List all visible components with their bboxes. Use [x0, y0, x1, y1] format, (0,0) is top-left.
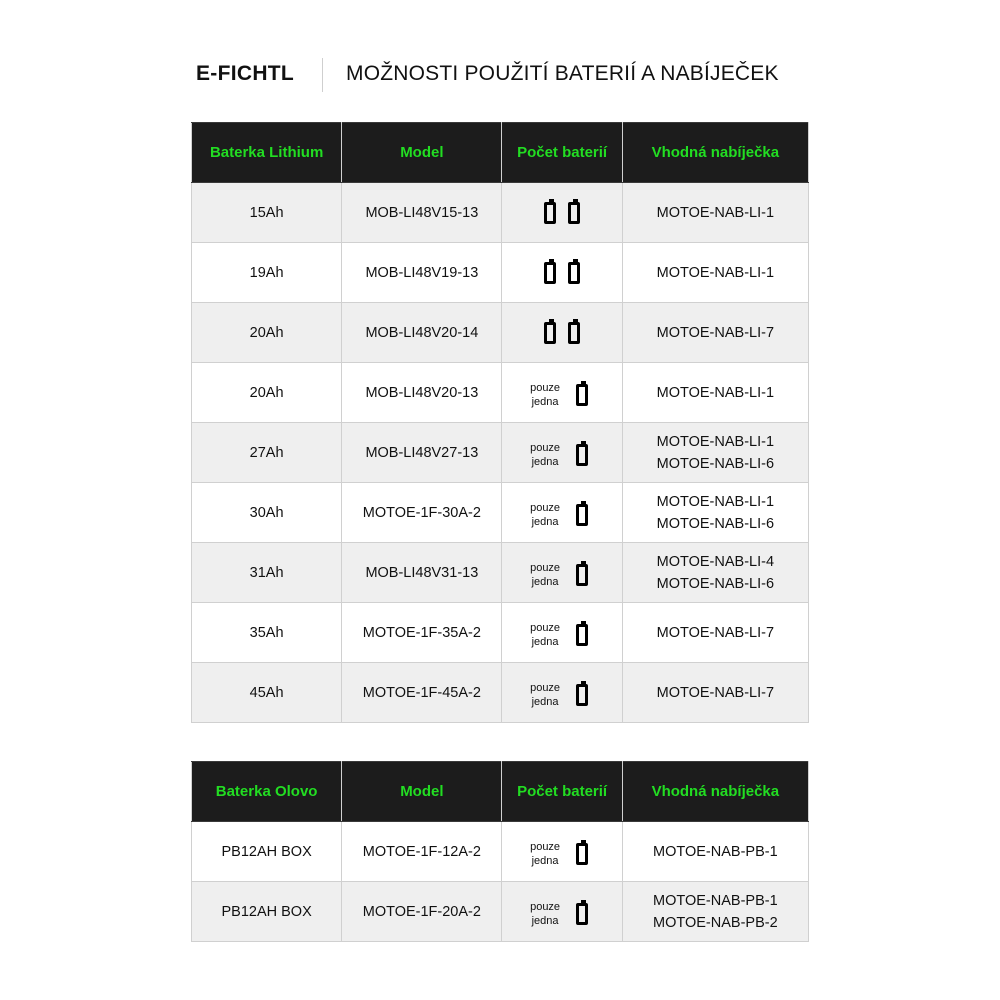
- battery-count: [502, 543, 622, 603]
- charger-cell: [622, 543, 808, 603]
- header-model: Model: [342, 762, 502, 822]
- battery-model: MOTOE-1F-12A-2: [342, 822, 502, 882]
- single-battery: [530, 681, 594, 709]
- battery-model: MOB-LI48V27-13: [342, 423, 502, 483]
- charger-cell: [622, 243, 808, 303]
- battery-icon: [576, 684, 588, 706]
- battery-model: MOTOE-1F-20A-2: [342, 882, 502, 942]
- header-model: Model: [342, 123, 502, 183]
- battery-capacity: PB12AH BOX: [192, 882, 342, 942]
- table-row: [192, 363, 809, 423]
- battery-count: [502, 663, 622, 723]
- table-row: [192, 243, 809, 303]
- battery-model: MOTOE-1F-35A-2: [342, 603, 502, 663]
- single-battery: [530, 900, 594, 928]
- single-battery: [530, 561, 594, 589]
- battery-icon: [544, 322, 556, 344]
- count-label: pouze jedna: [530, 622, 561, 648]
- count-label: pouze jedna: [530, 682, 561, 708]
- charger-cell: [622, 603, 808, 663]
- battery-icon: [576, 444, 588, 466]
- table-row: [192, 882, 809, 942]
- header-divider: [322, 58, 323, 92]
- battery-icon: [544, 262, 556, 284]
- count-label: pouze jedna: [530, 901, 561, 927]
- charger-model: MOTOE-NAB-LI-1: [656, 204, 775, 221]
- single-battery: [530, 840, 594, 868]
- battery-model: MOB-LI48V19-13: [342, 243, 502, 303]
- battery-icon: [576, 624, 588, 646]
- charger-cell: [622, 663, 808, 723]
- page-header: [0, 58, 1000, 94]
- battery-icon: [576, 564, 588, 586]
- table-row: [192, 663, 809, 723]
- charger-cell: [622, 363, 808, 423]
- table-row: [192, 603, 809, 663]
- charger-model: MOTOE-NAB-LI-1: [656, 264, 775, 281]
- count-label: pouze jedna: [530, 382, 561, 408]
- header-battery-type: Baterka Olovo: [192, 762, 342, 822]
- battery-icon: [568, 322, 580, 344]
- battery-model: MOB-LI48V15-13: [342, 183, 502, 243]
- charger-model: MOTOE-NAB-PB-1: [653, 843, 778, 860]
- battery-count: [502, 483, 622, 543]
- battery-capacity: 31Ah: [192, 543, 342, 603]
- header-charger: Vhodná nabíječka: [622, 762, 808, 822]
- battery-model: MOTOE-1F-30A-2: [342, 483, 502, 543]
- page-title: MOŽNOSTI POUŽITÍ BATERIÍ A NABÍJEČEK: [346, 62, 779, 85]
- battery-icon: [576, 384, 588, 406]
- table-row: [192, 483, 809, 543]
- battery-icon: [568, 262, 580, 284]
- battery-model: MOB-LI48V31-13: [342, 543, 502, 603]
- lead-battery-table: [191, 761, 809, 942]
- battery-count: [502, 363, 622, 423]
- battery-count: [502, 882, 622, 942]
- battery-model: MOTOE-1F-45A-2: [342, 663, 502, 723]
- charger-model: MOTOE-NAB-LI-7: [656, 324, 775, 341]
- lithium-battery-table: [191, 122, 809, 723]
- charger-model: MOTOE-NAB-LI-4: [656, 553, 775, 570]
- battery-capacity: 20Ah: [192, 303, 342, 363]
- battery-capacity: 30Ah: [192, 483, 342, 543]
- lead-table-header: [192, 762, 809, 822]
- table-row: [192, 822, 809, 882]
- header-battery-type: Baterka Lithium: [192, 123, 342, 183]
- table-row: [192, 543, 809, 603]
- table-row: [192, 423, 809, 483]
- header-battery-count: Počet baterií: [502, 762, 622, 822]
- battery-count: [502, 423, 622, 483]
- battery-count: [502, 183, 622, 243]
- charger-model: MOTOE-NAB-PB-2: [653, 914, 778, 931]
- battery-icon: [568, 202, 580, 224]
- charger-cell: [622, 183, 808, 243]
- battery-count: [502, 243, 622, 303]
- charger-model: MOTOE-NAB-LI-7: [656, 624, 775, 641]
- charger-model: MOTOE-NAB-LI-6: [656, 515, 775, 532]
- charger-model: MOTOE-NAB-LI-1: [656, 384, 775, 401]
- charger-cell: [622, 822, 808, 882]
- battery-capacity: 15Ah: [192, 183, 342, 243]
- battery-capacity: 19Ah: [192, 243, 342, 303]
- charger-cell: [622, 303, 808, 363]
- charger-cell: [622, 483, 808, 543]
- count-label: pouze jedna: [530, 502, 561, 528]
- battery-icon: [576, 903, 588, 925]
- battery-icon: [544, 202, 556, 224]
- charger-model: MOTOE-NAB-LI-6: [656, 575, 775, 592]
- single-battery: [530, 501, 594, 529]
- charger-model: MOTOE-NAB-LI-7: [656, 684, 775, 701]
- battery-icon: [576, 843, 588, 865]
- single-battery: [530, 381, 594, 409]
- battery-model: MOB-LI48V20-13: [342, 363, 502, 423]
- charger-cell: [622, 423, 808, 483]
- charger-model: MOTOE-NAB-LI-1: [656, 433, 775, 450]
- header-charger: Vhodná nabíječka: [622, 123, 808, 183]
- lithium-table-header: [192, 123, 809, 183]
- battery-icon: [576, 504, 588, 526]
- battery-model: MOB-LI48V20-14: [342, 303, 502, 363]
- battery-capacity: 35Ah: [192, 603, 342, 663]
- count-label: pouze jedna: [530, 841, 561, 867]
- single-battery: [530, 441, 594, 469]
- charger-model: MOTOE-NAB-LI-6: [656, 455, 775, 472]
- header-battery-count: Počet baterií: [502, 123, 622, 183]
- battery-count: [502, 303, 622, 363]
- table-row: [192, 303, 809, 363]
- battery-capacity: PB12AH BOX: [192, 822, 342, 882]
- battery-count: [502, 603, 622, 663]
- count-label: pouze jedna: [530, 442, 561, 468]
- brand-name: E-FICHTL: [196, 62, 295, 85]
- battery-count: [502, 822, 622, 882]
- count-label: pouze jedna: [530, 562, 561, 588]
- charger-model: MOTOE-NAB-PB-1: [653, 892, 778, 909]
- charger-model: MOTOE-NAB-LI-1: [656, 493, 775, 510]
- single-battery: [530, 621, 594, 649]
- battery-capacity: 45Ah: [192, 663, 342, 723]
- battery-capacity: 20Ah: [192, 363, 342, 423]
- charger-cell: [622, 882, 808, 942]
- table-row: [192, 183, 809, 243]
- battery-capacity: 27Ah: [192, 423, 342, 483]
